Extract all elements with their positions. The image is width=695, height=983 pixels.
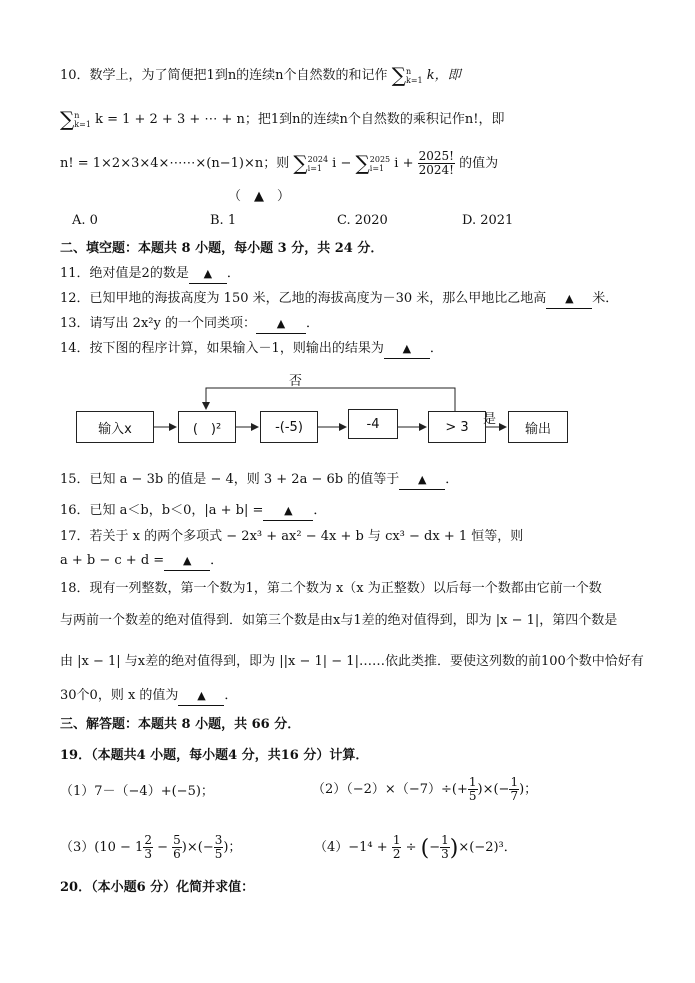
flow-minus4-box: -4 bbox=[348, 409, 398, 439]
flow-no-label: 否 bbox=[289, 374, 303, 389]
q11: 11．绝对值是2的数是 ▲ ． bbox=[60, 265, 240, 284]
sum-limits: 2024 i=1 bbox=[307, 154, 329, 173]
option-d: D. 2021 bbox=[462, 213, 514, 228]
answer-blank: ▲ bbox=[263, 502, 313, 521]
q10-answer-slot: （ ▲ ） bbox=[228, 189, 290, 204]
q19-part1: （1）7－（−4）+(−5)； bbox=[60, 784, 214, 799]
answer-blank: ▲ bbox=[399, 471, 445, 490]
q18-line3: 由 |x − 1| 与x差的绝对值得到，即为 ||x − 1| − 1|……依此类推．要使这列数的前100个数中恰好有 bbox=[60, 654, 644, 669]
left-paren: ( bbox=[420, 836, 430, 861]
sigma-icon: ∑ bbox=[60, 107, 75, 131]
answer-blank: ▲ bbox=[256, 315, 306, 334]
q10-line1: 10．数学上，为了简便把1到n的连续n个自然数的和记作 ∑ n k=1 k，即 bbox=[60, 63, 461, 87]
section-2-heading: 二、填空题：本题共 8 小题，每小题 3 分，共 24 分． bbox=[60, 241, 384, 256]
q13: 13．请写出 2x²y 的一个同类项： ▲ ． bbox=[60, 315, 319, 334]
q20-title: 20．（本小题6 分）化简并求值： bbox=[60, 880, 255, 895]
flow-minus-neg5-box: -(-5) bbox=[260, 411, 318, 443]
answer-blank: ▲ bbox=[546, 290, 592, 309]
answer-blank: ▲ bbox=[384, 340, 430, 359]
q12: 12．已知甲地的海拔高度为 150 米，乙地的海拔高度为－30 米，那么甲地比乙地高 ▲ 米． bbox=[60, 290, 618, 309]
q17-line1: 17．若关于 x 的两个多项式 − 2x³ + ax² − 4x + b 与 cx³ − dx + 1 恒等，则 bbox=[60, 529, 524, 544]
sum-limits: n k=1 bbox=[405, 66, 423, 85]
right-paren: ) bbox=[449, 836, 459, 861]
fraction: $\frac{5}{6}$ bbox=[173, 833, 181, 861]
fraction: $\frac{2}{3}$ bbox=[144, 833, 152, 861]
fraction: $\frac{1}{7}$ bbox=[510, 775, 519, 803]
q10-line3: n! = 1×2×3×4×⋯⋯×(n−1)×n；则 ∑ 2024 i=1 i − ∑ 2025 i=1 i + $\frac{2025!}{2024!}$ 的值为 bbox=[60, 149, 499, 177]
section-3-heading: 三、解答题：本题共 8 小题，共 66 分． bbox=[60, 717, 301, 732]
option-a: A. 0 bbox=[72, 213, 98, 228]
q18-line2: 与两前一个数差的绝对值得到．如第三个数是由x与1差的绝对值得到，即为 |x − 1|，第四个数是 bbox=[60, 613, 618, 628]
option-b: B. 1 bbox=[210, 213, 237, 228]
sigma-icon: ∑ bbox=[391, 63, 406, 87]
q17-line2: a + b − c + d = ▲ ． bbox=[60, 552, 223, 571]
fraction: $\frac{1}{2}$ bbox=[392, 833, 401, 861]
answer-blank: ▲ bbox=[189, 265, 227, 284]
sum-limits: n k=1 bbox=[74, 110, 91, 129]
q18-line4: 30个0，则 x 的值为 ▲ ． bbox=[60, 687, 237, 706]
flow-output-box: 输出 bbox=[508, 411, 568, 443]
q19-part3: （3）(10 − 1 $\frac{2}{3}$ − $\frac{5}{6}$ )×(− $\frac{3}{5}$ )； bbox=[60, 833, 242, 861]
q14: 14．按下图的程序计算，如果输入－1，则输出的结果为 ▲ ． bbox=[60, 340, 443, 359]
q19-part4: （4）−1⁴ + $\frac{1}{2}$ ÷ (− $\frac{1}{3}$ )×(−2)³． bbox=[314, 833, 517, 861]
flow-yes-label: 是 bbox=[483, 412, 497, 427]
sum-limits: 2025 i=1 bbox=[369, 154, 391, 173]
answer-blank: ▲ bbox=[164, 552, 210, 571]
q19-title: 19．（本题共4 小题，每小题4 分，共16 分）计算． bbox=[60, 748, 369, 763]
option-c: C. 2020 bbox=[337, 213, 388, 228]
answer-blank: ▲ bbox=[178, 687, 224, 706]
q10-line2: ∑ n k=1 k = 1 + 2 + 3 + ⋯ + n；把1到n的连续n个自然数的乘积记作n!，即 bbox=[60, 107, 505, 131]
sigma-icon: ∑ bbox=[355, 151, 370, 175]
fraction: $\frac{3}{5}$ bbox=[214, 833, 223, 861]
flow-condition-box: > 3 bbox=[428, 411, 486, 443]
q16: 16．已知 a＜b，b＜0，|a + b| = ▲ ． bbox=[60, 502, 326, 521]
q15: 15．已知 a − 3b 的值是 − 4，则 3 + 2a − 6b 的值等于 ▲ ． bbox=[60, 471, 458, 490]
fraction: $\frac{1}{5}$ bbox=[468, 775, 477, 803]
q19-part2: （2）（−2）×（−7）÷(+ $\frac{1}{5}$ )×(− $\frac{1}{7}$ )； bbox=[312, 775, 538, 803]
sigma-icon: ∑ bbox=[293, 151, 308, 175]
flow-square-box: ( )² bbox=[178, 411, 236, 443]
factorial-fraction: $\frac{2025!}{2024!}$ bbox=[418, 149, 454, 177]
flow-input-box: 输入x bbox=[76, 411, 154, 443]
fraction: $\frac{1}{3}$ bbox=[441, 833, 449, 861]
q18-line1: 18．现有一列整数，第一个数为1，第二个数为 x（x 为正整数）以后每一个数都由它前一个数 bbox=[60, 581, 602, 596]
